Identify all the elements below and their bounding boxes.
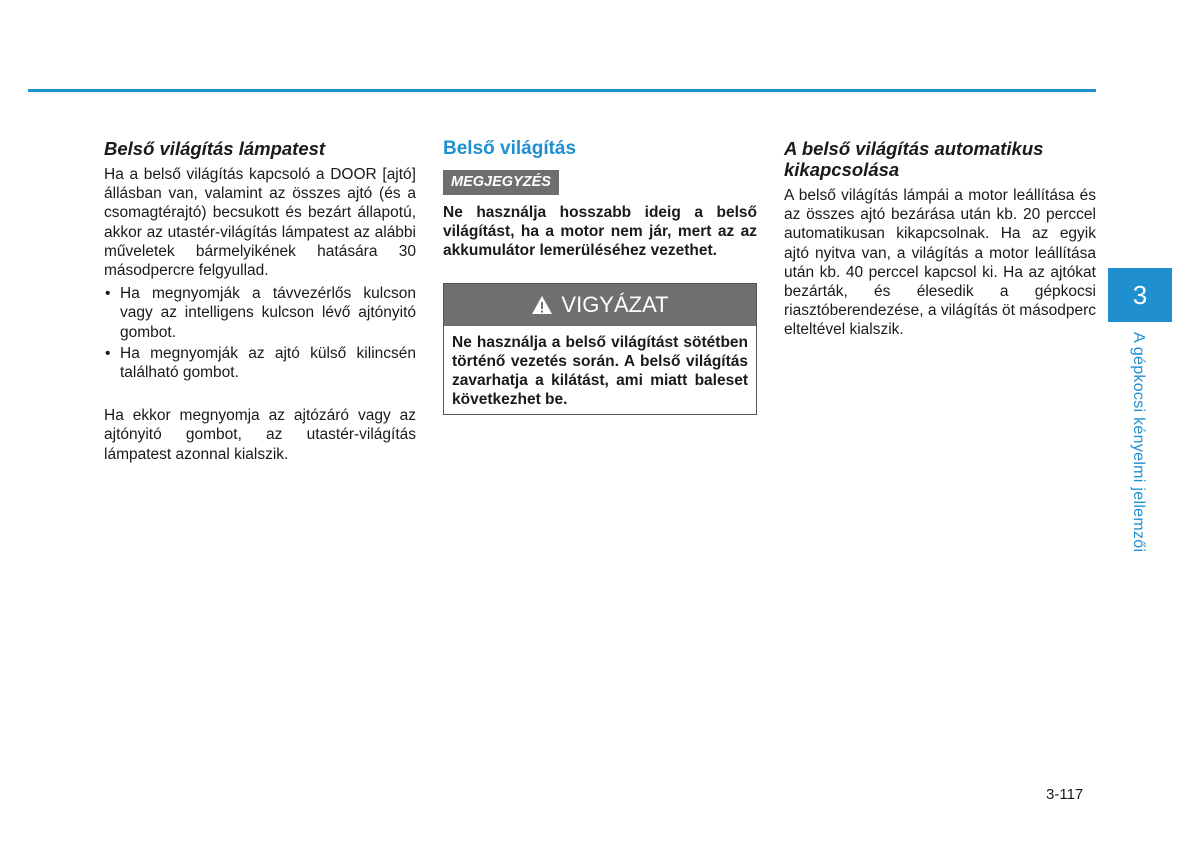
list-item: • Ha megnyomják a távvezérlős kulcson vagy az intelligens kulcson lévő ajtónyitó gombot. [105, 285, 416, 341]
bullet-mark: • [105, 285, 111, 303]
heading-auto-off: A belső világítás automatikus kikapcsolása [784, 138, 1044, 180]
paragraph-lock: Ha ekkor megnyomja az ajtózáró vagy az ajtónyitó gombot, az utastér-világítás lámpatest azonnal kialszik. [104, 407, 416, 463]
caution-label: VIGYÁZAT [561, 291, 669, 317]
heading-interior-light: Belső világítás [443, 138, 577, 159]
top-rule [28, 89, 1096, 92]
caution-text: Ne használja a belső világítást sötétben történő vezetés során. A belső világítás zavarhatja a kilátást, ami miatt baleset következhet be. [452, 333, 748, 409]
bullet-mark: • [105, 344, 111, 362]
page-number: 3-117 [1046, 786, 1084, 803]
list-item: • Ha megnyomják az ajtó külső kilincsén található gombot. [105, 344, 416, 382]
chapter-tab: 3 [1108, 268, 1172, 322]
note-label: MEGJEGYZÉS [443, 170, 559, 195]
column-left [104, 138, 416, 464]
paragraph-intro: Ha a belső világítás kapcsoló a DOOR [ajtó] állásban van, valamint az összes ajtó (és a csomagtérajtó) becsukott és bezárt állapotú, akkor az utastér-világítás lámpatest az alábbi műveletek bármelyikének hatására 30 másodpercre felgyullad. [104, 166, 416, 280]
section-title-vertical: A gépkocsi kényelmi jellemzői [1130, 332, 1147, 553]
column-middle [443, 138, 757, 415]
bullet-list [104, 284, 416, 382]
warning-triangle-icon [531, 295, 553, 315]
column-right [784, 138, 1096, 340]
caution-box [443, 283, 757, 416]
heading-interior-lamp: Belső világítás lámpatest [104, 138, 326, 159]
note-text: Ne használja hosszabb ideig a belső világítást, ha a motor nem jár, mert az az akkumulátor lemerüléséhez vezethet. [443, 204, 757, 260]
paragraph-auto-off: A belső világítás lámpái a motor leállítása és az összes ajtó bezárása után kb. 20 perccel automatikusan kikapcsolnak. Ha az egyik ajtó nyitva van, a világítás a motor leállítása után kb. 40 perccel kapcsol ki. Ha az ajtókat bezárták, és élesedik a gépkocsi riasztóberendezése, a világítás öt másodperc elteltével kialszik. [784, 187, 1096, 339]
caution-header [444, 284, 756, 326]
